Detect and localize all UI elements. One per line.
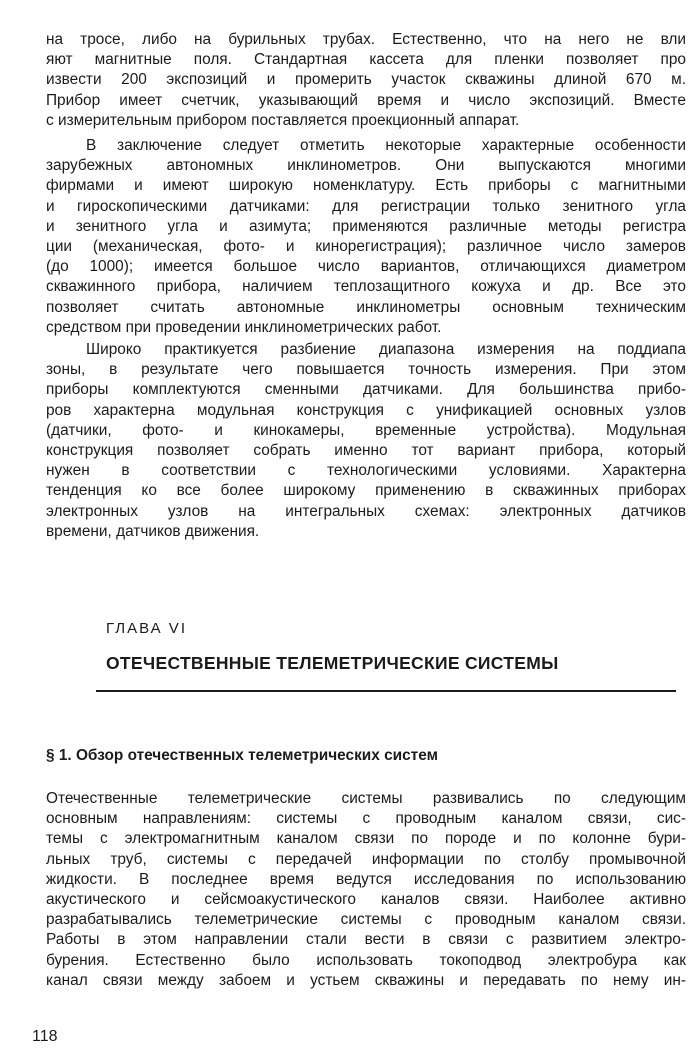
- text-line: и гироскопическими датчиками: для регистрации только зенитного угла: [46, 197, 686, 215]
- text-line: льных труб, системы с передачей информации по столбу промывочной: [46, 850, 686, 868]
- text-line: с измерительным прибором поставляется проекционный аппарат.: [46, 111, 520, 129]
- text-line: (до 1000); имеется большое число вариантов, отличающихся диаметром: [46, 258, 686, 276]
- text-line: основным направлениям: системы с проводным каналом связи, сис-: [46, 810, 686, 828]
- text-line: бурения. Естественно было использовать токоподвод электробура как: [46, 951, 686, 969]
- paragraph-4: [46, 789, 686, 991]
- text-line: Работы в этом направлении стали вести в связи с развитием электро-: [46, 931, 686, 949]
- text-line: на тросе, либо на бурильных трубах. Естественно, что на него не вли: [46, 31, 686, 48]
- section-heading: § 1. Обзор отечественных телеметрических систем: [46, 747, 438, 764]
- text-line: Широко практикуется разбиение диапазона измерения на поддиапа: [86, 341, 686, 358]
- text-line: темы с электромагнитным каналом связи по породе и по колонне бури-: [46, 830, 686, 848]
- text-line: ров характерна модульная конструкция с унификацией основных узлов: [46, 401, 686, 419]
- text-line: фирмами и имеют широкую номенклатуру. Есть приборы с магнитными: [46, 177, 686, 195]
- text-line: извести 200 экспозиций и промерить участок скважины длиной 670 м.: [46, 71, 686, 89]
- text-line: приборы комплектуются сменными датчиками. Для большинства прибо-: [46, 381, 686, 399]
- page-number: 118: [32, 1028, 58, 1045]
- chapter-label: ГЛАВА VI: [106, 620, 187, 637]
- text-line: позволяет считать автономные инклинометры основным техническим: [46, 298, 686, 316]
- text-line: нужен в соответствии с технологическими условиями. Характерна: [46, 462, 686, 480]
- paragraph-2: [46, 136, 686, 338]
- chapter-divider: [96, 690, 676, 692]
- text-line: зарубежных автономных инклинометров. Они выпускаются многими: [46, 157, 686, 175]
- paragraph-3: [46, 340, 686, 542]
- paragraph-1: [46, 30, 686, 131]
- text-line: времени, датчиков движения.: [46, 522, 260, 540]
- text-line: Отечественные телеметрические системы развивались по следующим: [46, 790, 686, 807]
- text-line: Прибор имеет счетчик, указывающий время и число экспозиций. Вместе: [46, 91, 686, 109]
- text-line: яют магнитные поля. Стандартная кассета для пленки позволяет про: [46, 51, 686, 69]
- text-line: ции (механическая, фото- и кинорегистрация); различное число замеров: [46, 237, 686, 255]
- chapter-title: ОТЕЧЕСТВЕННЫЕ ТЕЛЕМЕТРИЧЕСКИЕ СИСТЕМЫ: [106, 653, 559, 673]
- text-line: В заключение следует отметить некоторые характерные особенности: [86, 137, 686, 154]
- text-line: тенденция ко все более широкому применению в скважинных приборах: [46, 482, 686, 500]
- text-line: разрабатывались телеметрические системы с проводным каналом связи.: [46, 911, 686, 929]
- text-line: (датчики, фото- и кинокамеры, временные устройства). Модульная: [46, 421, 686, 439]
- text-line: скважинного прибора, наличием теплозащитного кожуха и др. Все это: [46, 278, 686, 296]
- text-line: зоны, в результате чего повышается точность измерения. При этом: [46, 361, 686, 379]
- text-line: акустического и сейсмоакустического каналов связи. Наиболее активно: [46, 890, 686, 908]
- text-line: канал связи между забоем и устьем скважины и передавать по нему ин-: [46, 971, 686, 989]
- text-line: жидкости. В последнее время ведутся исследования по использованию: [46, 870, 686, 888]
- text-line: и зенитного угла и азимута; применяются различные методы регистра: [46, 217, 686, 235]
- text-line: электронных узлов на интегральных схемах: электронных датчиков: [46, 502, 686, 520]
- text-line: средством при проведении инклинометрических работ.: [46, 318, 442, 336]
- text-line: конструкция позволяет собрать именно тот вариант прибора, который: [46, 441, 686, 459]
